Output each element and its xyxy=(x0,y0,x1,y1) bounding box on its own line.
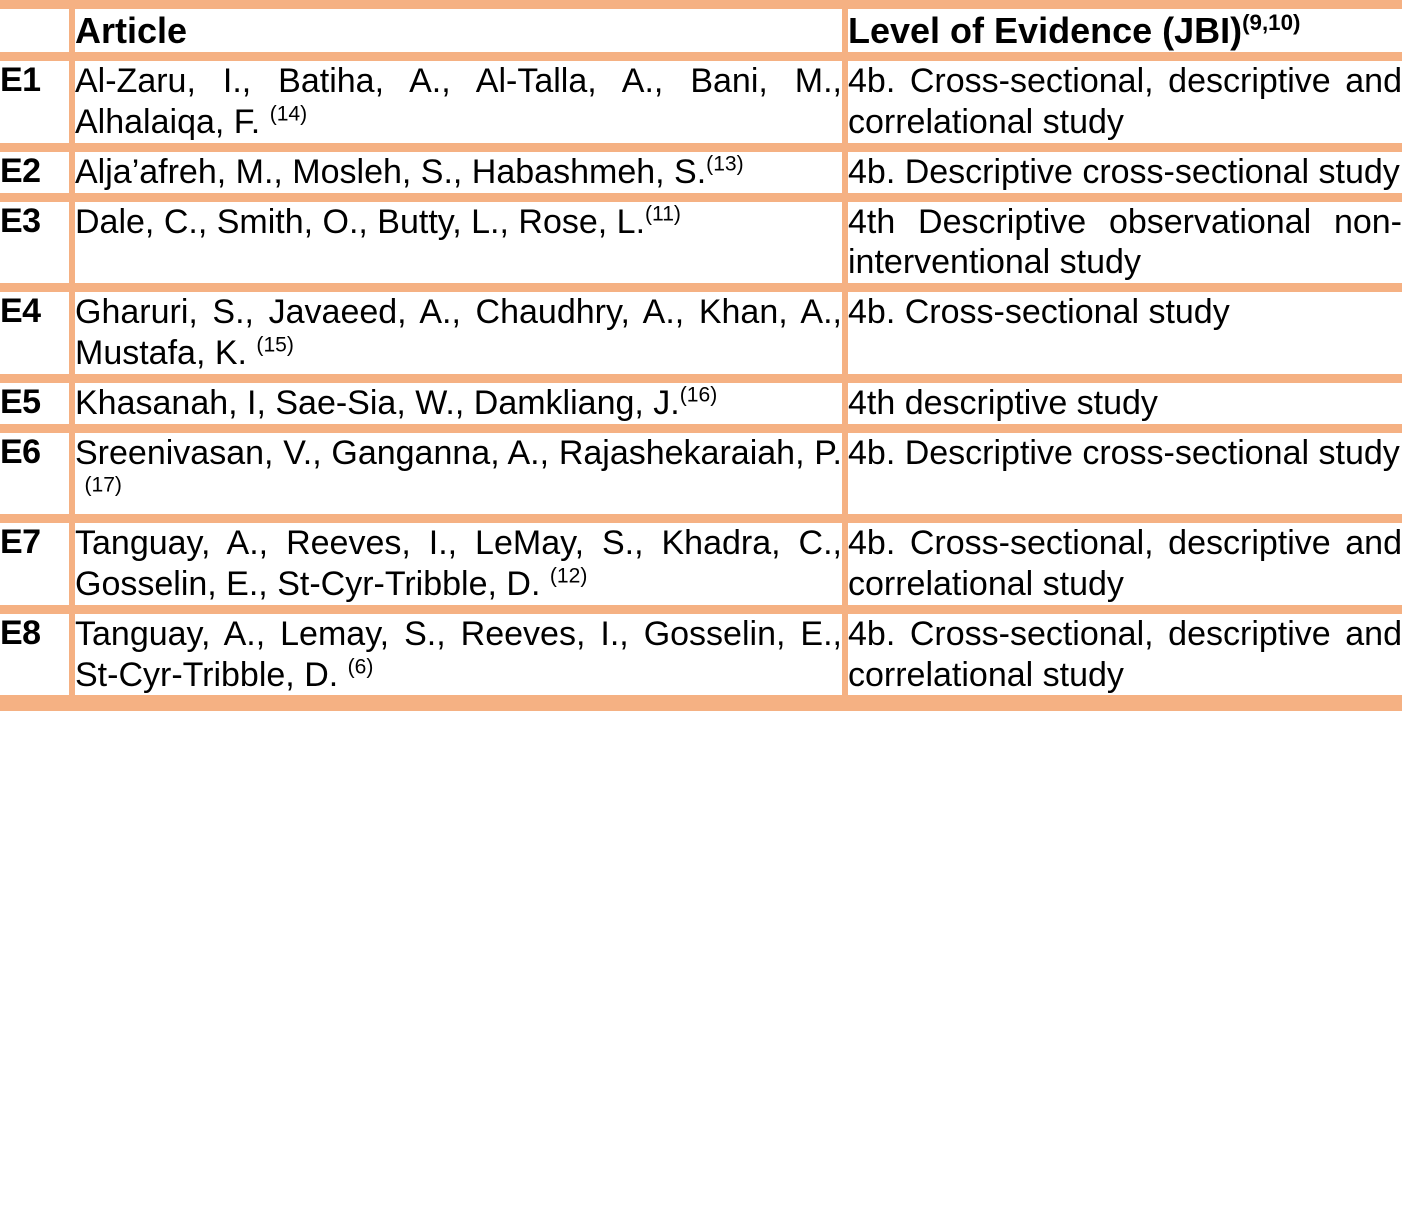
level-of-evidence-text: 4b. Cross-sectional, descriptive and correlational study xyxy=(848,62,1402,141)
row-code-e3: E3 xyxy=(0,202,72,284)
level-of-evidence-cell xyxy=(845,614,1402,696)
row-code-e7: E7 xyxy=(0,523,72,605)
article-citation-text: Khasanah, I, Sae-Sia, W., Damkliang, J. xyxy=(75,383,680,422)
level-of-evidence-cell xyxy=(845,202,1402,284)
level-of-evidence-cell xyxy=(845,433,1402,515)
table-row xyxy=(0,383,1402,424)
column-header-loe-text: Level of Evidence (JBI) xyxy=(848,10,1243,51)
table-row xyxy=(0,152,1402,193)
article-citation-text: Tanguay, A., Reeves, I., LeMay, S., Khadra, C., Gosselin, E., St-Cyr-Tribble, D. xyxy=(75,524,842,603)
table-row-divider xyxy=(0,52,1402,61)
reference-spacer xyxy=(247,334,256,372)
table-row xyxy=(0,614,1402,696)
level-of-evidence-text: 4b. Descriptive cross-sectional study xyxy=(848,433,1400,472)
level-of-evidence-cell xyxy=(845,523,1402,605)
row-code-e4: E4 xyxy=(0,292,72,374)
article-reference-number: (12) xyxy=(549,564,588,588)
article-citation-cell xyxy=(72,292,845,374)
row-code-e1: E1 xyxy=(0,61,72,143)
reference-spacer xyxy=(338,656,347,694)
table-row xyxy=(0,433,1402,515)
article-citation-text: Tanguay, A., Lemay, S., Reeves, I., Gosselin, E., St-Cyr-Tribble, D. xyxy=(75,614,842,694)
article-citation-text-block xyxy=(75,433,842,515)
article-citation-text-block xyxy=(75,152,842,193)
article-citation-cell xyxy=(72,523,845,605)
row-code-e8: E8 xyxy=(0,614,72,696)
article-reference-number: (13) xyxy=(706,152,744,176)
rule-band xyxy=(0,52,1402,61)
table-row-divider xyxy=(0,283,1402,292)
level-of-evidence-cell xyxy=(845,383,1402,424)
article-reference-number: (14) xyxy=(269,102,308,126)
article-citation-cell xyxy=(72,614,845,696)
rule-band xyxy=(0,0,1402,9)
table-row-divider xyxy=(0,514,1402,523)
table-row-divider xyxy=(0,143,1402,152)
article-citation-text-block xyxy=(75,202,842,243)
article-citation-text-block xyxy=(75,292,842,374)
level-of-evidence-text: 4th Descriptive observational non-interventional study xyxy=(848,202,1402,282)
table-row-divider xyxy=(0,0,1402,9)
row-code-e5: E5 xyxy=(0,383,72,424)
rule-band xyxy=(0,193,1402,202)
article-citation-cell xyxy=(72,433,845,515)
rule-band xyxy=(0,374,1402,383)
article-citation-text-block xyxy=(75,383,842,424)
table-bottom-rule xyxy=(0,695,1402,711)
article-citation-text: Al-Zaru, I., Batiha, A., Al-Talla, A., Bani, M., Alhalaiqa, F. xyxy=(75,62,842,141)
reference-spacer xyxy=(260,103,269,141)
table-row xyxy=(0,292,1402,374)
table-row-divider xyxy=(0,193,1402,202)
article-citation-text: Dale, C., Smith, O., Butty, L., Rose, L. xyxy=(75,202,646,241)
row-code-e6: E6 xyxy=(0,433,72,515)
table-row xyxy=(0,523,1402,605)
article-citation-text: Gharuri, S., Javaeed, A., Chaudhry, A., Khan, A., Mustafa, K. xyxy=(75,293,842,372)
level-of-evidence-text: 4th descriptive study xyxy=(848,383,1158,422)
rule-band xyxy=(0,514,1402,523)
row-code-e2: E2 xyxy=(0,152,72,193)
article-citation-cell xyxy=(72,152,845,193)
rule-band xyxy=(0,283,1402,292)
header-code-cell xyxy=(0,9,72,52)
article-reference-number: (16) xyxy=(679,383,718,407)
article-reference-number: (15) xyxy=(256,333,294,357)
level-of-evidence-cell xyxy=(845,61,1402,143)
table-row-divider xyxy=(0,424,1402,433)
table-row xyxy=(0,202,1402,284)
table-row-divider xyxy=(0,605,1402,614)
article-citation-cell xyxy=(72,383,845,424)
reference-spacer xyxy=(540,565,549,603)
level-of-evidence-cell xyxy=(845,152,1402,193)
article-citation-cell xyxy=(72,202,845,284)
rule-band xyxy=(0,143,1402,152)
article-reference-number: (17) xyxy=(84,474,122,498)
article-citation-text: Sreenivasan, V., Ganganna, A., Rajashekaraiah, P. xyxy=(75,433,842,472)
article-citation-text-block xyxy=(75,614,842,696)
article-reference-number: (11) xyxy=(645,202,681,226)
article-citation-text-block xyxy=(75,523,842,605)
level-of-evidence-cell xyxy=(845,292,1402,374)
column-header-level-of-evidence xyxy=(845,9,1402,52)
article-citation-text-block xyxy=(75,61,842,143)
article-citation-text: Alja’afreh, M., Mosleh, S., Habashmeh, S. xyxy=(75,152,707,191)
rule-band xyxy=(0,605,1402,614)
table-header-row xyxy=(0,9,1402,52)
level-of-evidence-text: 4b. Descriptive cross-sectional study xyxy=(848,152,1400,191)
level-of-evidence-text: 4b. Cross-sectional study xyxy=(848,293,1230,332)
column-header-loe-reference: (9,10) xyxy=(1242,10,1301,35)
column-header-article: Article xyxy=(72,9,845,52)
article-citation-cell xyxy=(72,61,845,143)
rule-band xyxy=(0,695,1402,711)
level-of-evidence-text: 4b. Cross-sectional, descriptive and correlational study xyxy=(848,614,1402,694)
rule-band xyxy=(0,424,1402,433)
level-of-evidence-text: 4b. Cross-sectional, descriptive and correlational study xyxy=(848,524,1402,603)
article-reference-number: (6) xyxy=(347,655,374,679)
table-row-divider xyxy=(0,374,1402,383)
table-row xyxy=(0,61,1402,143)
